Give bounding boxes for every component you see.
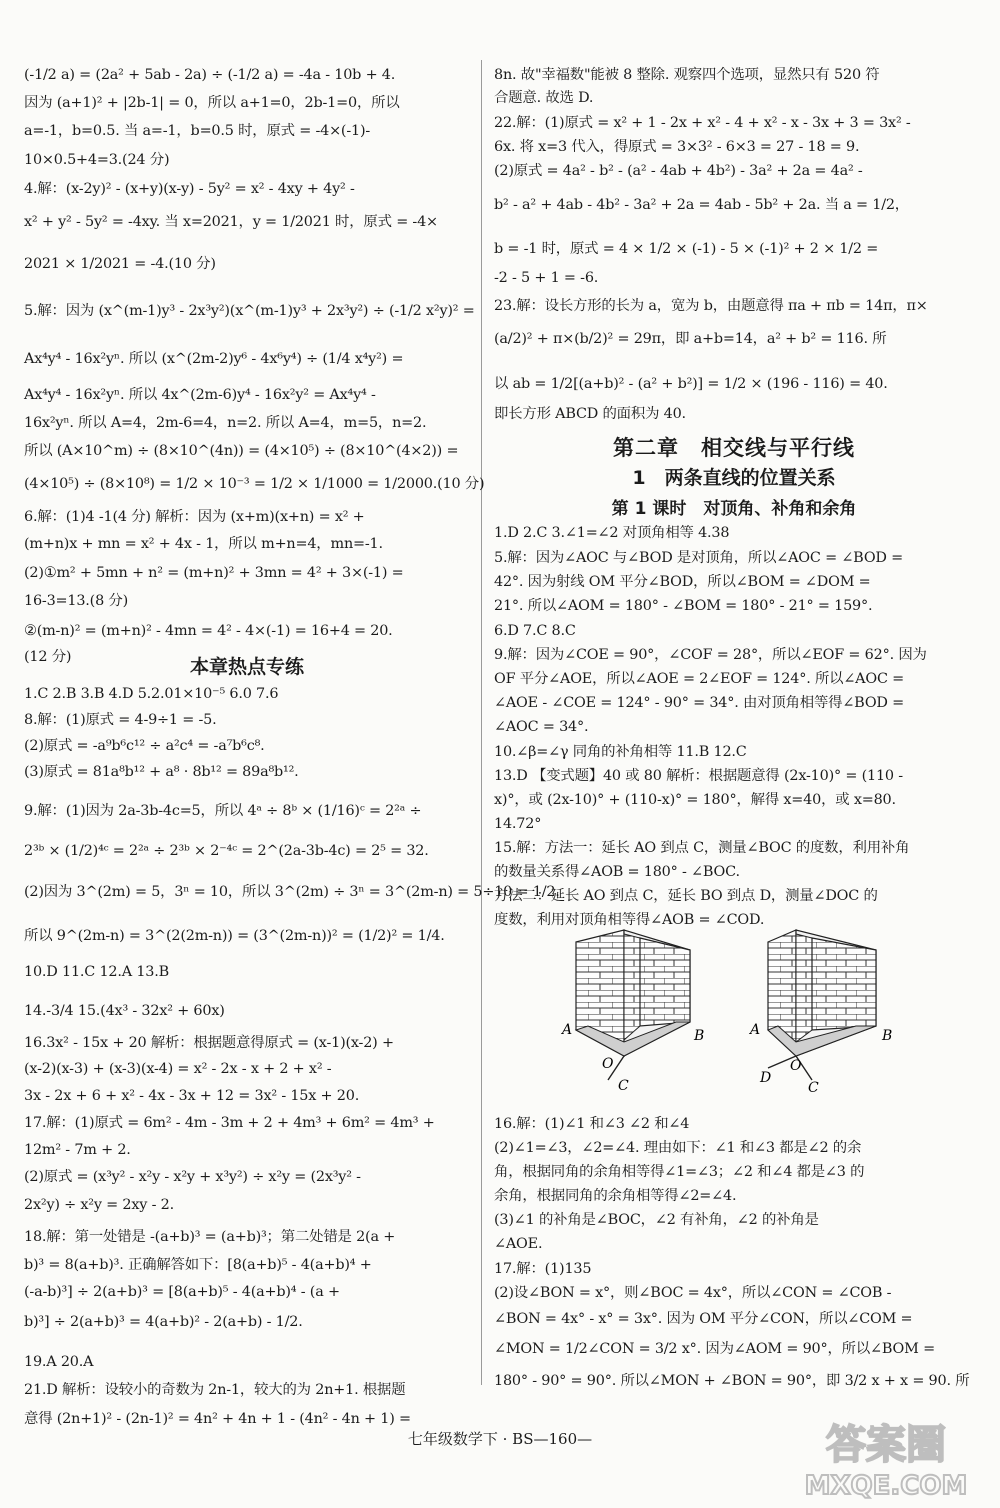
text-line: 的数量关系得∠AOB = 180° - ∠BOC. [494,864,740,880]
text-line: 即长方形 ABCD 的面积为 40. [494,406,686,422]
text-line: (2)原式 = 4a² - b² - (a² - 4ab + 4b²) - 3a² + 2a = 4a² - [494,163,863,179]
site-watermark [786,1406,986,1504]
text-line: 5.解：因为∠AOC 与∠BOD 是对顶角，所以∠AOC = ∠BOD = [494,550,903,566]
text-line: 4.解：(x-2y)² - (x+y)(x-y) - 5y² = x² - 4xy + 4y² - [24,181,355,197]
text-line: 19.A 20.A [24,1354,94,1370]
text-line: ∠BON = 4x° - x° = 3x°. 因为 OM 平分∠CON，所以∠COM = [494,1311,913,1327]
text-line: (a/2)² + π×(b/2)² = 29π，即 a+b=14，a² + b² = 116. 所 [494,331,887,347]
text-line: 15.解：方法一：延长 AO 到点 C，测量∠BOC 的度数，利用补角 [494,840,910,856]
text-line: 角，根据同角的余角相等得∠1=∠3；∠2 和∠4 都是∠3 的 [494,1164,865,1180]
text-line: 10.D 11.C 12.A 13.B [24,964,169,980]
text-line: ∠MON = 1/2∠CON = 3/2 x°. 因为∠AOM = 90°，所以∠BOM = [494,1341,935,1357]
brick-wall-figure [564,930,964,1095]
page-footer: 七年级数学下 · BS—160— [407,1430,593,1448]
label-A: A [750,1022,761,1038]
text-line: b² - a² + 4ab - 4b² - 3a² + 2a = 4ab - 5b² + 2a. 当 a = 1/2， [494,197,909,213]
text-line: (-a-b)³] ÷ 2(a+b)³ = [8(a+b)⁵ - 4(a+b)⁴ - (a + [24,1284,340,1300]
text-line: ∠AOE. [494,1236,543,1252]
text-line: 16x²yⁿ. 所以 A=4，2m-6=4，n=2. 所以 A=4，m=5，n=2. [24,415,427,431]
text-line: 因为 (a+1)² + |2b-1| = 0，所以 a+1=0，2b-1=0，所以 [24,95,400,111]
text-line: 22.解：(1)原式 = x² + 1 - 2x + x² - 4 + x² - x - 3x + 3 = 3x² - [494,115,911,131]
text-line: 42°. 因为射线 OM 平分∠BOD，所以∠BOM = ∠DOM = [494,574,871,590]
text-line: (2)①m² + 5mn + n² = (m+n)² + 3mn = 4² + 3×(-1) = [24,565,404,581]
text-line: OF 平分∠AOE，所以∠AOE = 2∠EOF = 124°. 所以∠AOC = [494,671,905,687]
text-line: 16.3x² - 15x + 20 解析：根据题意得原式 = (x-1)(x-2) + [24,1035,394,1051]
text-line: 9.解：(1)因为 2a-3b-4c=5，所以 4ᵃ ÷ 8ᵇ × (1/16)ᶜ = 2²ᵃ ÷ [24,803,422,819]
text-line: (m+n)x + mn = x² + 4x - 1，所以 m+n=4，mn=-1. [24,536,383,552]
section-title: 本章热点专练 [189,656,304,678]
text-line: ②(m-n)² = (m+n)² - 4mn = 4² - 4×(-1) = 16+4 = 20. [24,623,393,639]
text-line: 10.∠β=∠γ 同角的补角相等 11.B 12.C [494,744,747,760]
text-line: 21°. 所以∠AOM = 180° - ∠BOM = 180° - 21° = 159°. [494,598,873,614]
text-line: 所以 (A×10^m) ÷ (8×10^(4n)) = (4×10⁵) ÷ (8×10^(4×2)) = [24,443,459,459]
text-line: 2021 × 1/2021 = -4.(10 分) [24,256,216,272]
text-line: Ax⁴y⁴ - 16x²yⁿ. 所以 4x^(2m-6)y⁴ - 16x²y² = Ax⁴y⁴ - [24,387,376,403]
text-line: 14.-3/4 15.(4x³ - 32x² + 60x) [24,1003,225,1019]
text-line: 3x - 2x + 6 + x² - 4x - 3x + 12 = 3x² - 15x + 20. [24,1088,360,1104]
text-line: Ax⁴y⁴ - 16x²yⁿ. 所以 (x^(2m-2)y⁶ - 4x⁶y⁴) ÷ (1/4 x⁴y²) = [24,351,404,367]
text-line: 所以 9^(2m-n) = 3^(2(2m-n)) = (3^(2m-n))² = (1/2)² = 1/4. [24,928,445,944]
text-line: 23.解：设长方形的长为 a，宽为 b，由题意得 πa + πb = 14π，π× [494,298,928,314]
lesson-title: 第 1 课时 对顶角、补角和余角 [611,499,857,519]
text-line: (12 分) [24,649,72,665]
text-line: 5.解：因为 (x^(m-1)y³ - 2x³y²)(x^(m-1)y³ + 2x³y²) ÷ (-1/2 x²y)² = [24,303,475,319]
section-title: 1 两条直线的位置关系 [632,467,836,489]
text-line: (2)∠1=∠3，∠2=∠4. 理由如下：∠1 和∠3 都是∠2 的余 [494,1140,862,1156]
text-line: 度数，利用对顶角相等得∠AOB = ∠COD. [494,912,765,928]
figure-left [560,930,704,1094]
text-line: (4×10⁵) ÷ (8×10⁸) = 1/2 × 10⁻³ = 1/2 × 1/1000 = 1/2000.(10 分) [24,476,485,492]
text-line: 16-3=13.(8 分) [24,593,129,609]
text-line: 合题意. 故选 D. [494,90,594,106]
text-line: 10×0.5+4=3.(24 分) [24,152,170,168]
text-line: 2³ᵇ × (1/2)⁴ᶜ = 2²ᵃ ÷ 2³ᵇ × 2⁻⁴ᶜ = 2^(2a-3b-4c) = 2⁵ = 32. [24,843,429,859]
label-B: B [882,1028,893,1044]
text-line: 18.解：第一处错是 -(a+b)³ = (a+b)³；第二处错是 2(a + [24,1229,396,1245]
text-line: (2)设∠BON = x°，则∠BOC = 4x°，所以∠CON = ∠COB - [494,1285,892,1301]
text-line: (3)∠1 的补角是∠BOC，∠2 有补角，∠2 的补角是 [494,1212,819,1228]
text-line: a=-1，b=0.5. 当 a=-1，b=0.5 时，原式 = -4×(-1)- [24,123,371,139]
text-line: 余角，根据同角的余角相等得∠2=∠4. [494,1188,737,1204]
text-line: x² + y² - 5y² = -4xy. 当 x=2021，y = 1/2021 时，原式 = -4× [24,214,438,230]
text-line: 6.D 7.C 8.C [494,623,576,639]
text-line: 9.解：因为∠COE = 90°，∠COF = 28°，所以∠EOF = 62°. 因为 [494,647,927,663]
text-line: ∠AOC = 34°. [494,719,589,735]
figure-right [748,930,892,1096]
label-O: O [790,1058,802,1074]
text-line: (2)原式 = -a⁹b⁶c¹² ÷ a²c⁴ = -a⁷b⁶c⁸. [24,738,265,754]
label-C: C [618,1078,629,1094]
text-line: 13.D 【变式题】40 或 80 解析：根据题意得 (2x-10)° = (110 - [494,768,903,784]
text-line: 21.D 解析：设较小的奇数为 2n-1，较大的为 2n+1. 根据题 [24,1382,406,1398]
text-line: 方法二：延长 AO 到点 C，延长 BO 到点 D，测量∠DOC 的 [494,888,878,904]
text-line: 6.解：(1)4 -1(4 分) 解析：因为 (x+m)(x+n) = x² + [24,509,365,525]
watermark-url-text: MXQE.COM [804,1471,968,1501]
text-line: 8n. 故"幸福数"能被 8 整除. 观察四个选项，显然只有 520 符 [494,67,880,83]
text-line: b)³] ÷ 2(a+b)³ = 4(a+b)² - 2(a+b) - 1/2. [24,1314,303,1330]
text-line: 1.C 2.B 3.B 4.D 5.2.01×10⁻⁵ 6.0 7.6 [24,686,279,702]
text-line: 6x. 将 x=3 代入，得原式 = 3×3² - 6×3 = 27 - 18 = 9. [494,139,860,155]
text-line: b = -1 时，原式 = 4 × 1/2 × (-1) - 5 × (-1)² + 2 × 1/2 = [494,241,879,257]
label-C: C [808,1080,819,1096]
text-line: 17.解：(1)135 [494,1261,592,1277]
text-line: 1.D 2.C 3.∠1=∠2 对顶角相等 4.38 [494,525,730,541]
text-line: 2x²y) ÷ x²y = 2xy - 2. [24,1197,174,1213]
chapter-title: 第二章 相交线与平行线 [613,436,855,460]
text-line: -2 - 5 + 1 = -6. [494,270,599,286]
column-divider [481,60,482,1385]
text-line: 8.解：(1)原式 = 4-9÷1 = -5. [24,712,217,728]
text-line: x)°，或 (2x-10)° + (110-x)° = 180°，解得 x=40，或 x=80. [494,792,896,808]
text-line: (2)因为 3^(2m) = 5，3ⁿ = 10，所以 3^(2m) ÷ 3ⁿ = 3^(2m-n) = 5÷10 = 1/2. [24,884,560,900]
text-line: 意得 (2n+1)² - (2n-1)² = 4n² + 4n + 1 - (4n² - 4n + 1) = [24,1411,411,1427]
text-line: 16.解：(1)∠1 和∠3 ∠2 和∠4 [494,1116,690,1132]
text-line: 14.72° [494,816,542,832]
text-line: 12m² - 7m + 2. [24,1142,131,1158]
text-line: 17.解：(1)原式 = 6m² - 4m - 3m + 2 + 4m³ + 6m² = 4m³ + [24,1115,435,1131]
label-O: O [602,1056,614,1072]
text-line: ∠AOE - ∠COE = 124° - 90° = 34°. 由对顶角相等得∠BOD = [494,695,904,711]
text-line: 以 ab = 1/2[(a+b)² - (a² + b²)] = 1/2 × (196 - 116) = 40. [494,376,888,392]
text-line: b)³ = 8(a+b)³. 正确解答如下：[8(a+b)⁵ - 4(a+b)⁴ + [24,1257,372,1273]
label-A: A [562,1022,573,1038]
text-line: (2)原式 = (x³y² - x²y - x²y + x³y²) ÷ x²y = (2x³y² - [24,1169,361,1185]
label-D: D [760,1070,772,1086]
label-B: B [694,1028,705,1044]
text-line: (x-2)(x-3) + (x-3)(x-4) = x² - 2x - x + 2 + x² - [24,1061,332,1077]
text-line: (3)原式 = 81a⁸b¹² + a⁸ · 8b¹² = 89a⁸b¹². [24,764,299,780]
text-line: (-1/2 a) = (2a² + 5ab - 2a) ÷ (-1/2 a) = -4a - 10b + 4. [24,67,396,83]
watermark-logo-text: 答案圈 [826,1422,946,1468]
text-line: 180° - 90° = 90°. 所以∠MON + ∠BON = 90°，即 3/2 x + x = 90. 所 [494,1373,970,1389]
